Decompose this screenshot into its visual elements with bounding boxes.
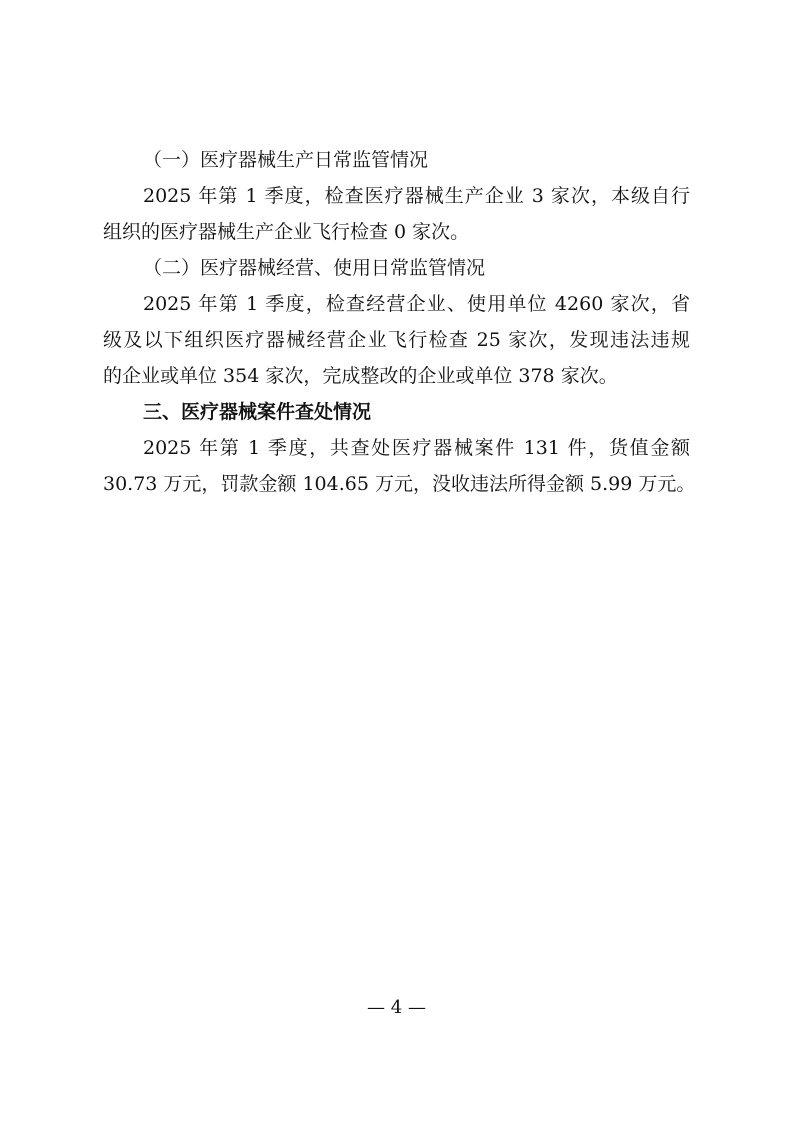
page-number: — 4 — bbox=[367, 997, 426, 1018]
paragraph-line: 的企业或单位 354 家次，完成整改的企业或单位 378 家次。 bbox=[103, 365, 618, 387]
paragraph-line: 2025 年第 1 季度，检查医疗器械生产企业 3 家次，本级自行 bbox=[143, 185, 690, 207]
paragraph-line: 30.73 万元，罚款金额 104.65 万元，没收违法所得金额 5.99 万元。 bbox=[103, 473, 696, 495]
document-body bbox=[103, 142, 696, 502]
paragraph-line: 2025 年第 1 季度，共查处医疗器械案件 131 件，货值金额 bbox=[143, 437, 690, 459]
paragraph-line: 2025 年第 1 季度，检查经营企业、使用单位 4260 家次，省 bbox=[143, 293, 690, 315]
paragraph-line: 组织的医疗器械生产企业飞行检查 0 家次。 bbox=[103, 221, 470, 243]
section-heading-cases: 三、医疗器械案件查处情况 bbox=[143, 401, 372, 423]
paragraph-line: 级及以下组织医疗器械经营企业飞行检查 25 家次，发现违法违规 bbox=[103, 329, 690, 351]
section-heading-operation-use: （二）医疗器械经营、使用日常监管情况 bbox=[143, 257, 486, 279]
section-heading-production: （一）医疗器械生产日常监管情况 bbox=[143, 149, 429, 171]
